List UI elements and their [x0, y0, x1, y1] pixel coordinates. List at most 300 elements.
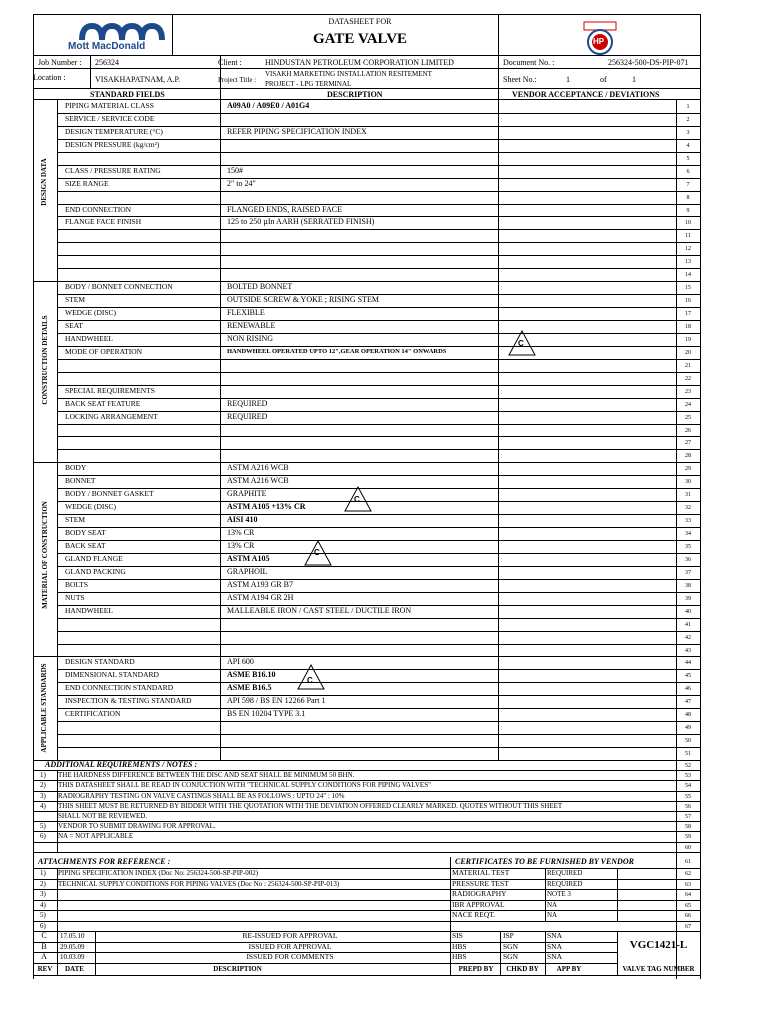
field-label: PIPING MATERIAL CLASS: [65, 101, 154, 110]
field-label: INSPECTION & TESTING STANDARD: [65, 696, 192, 706]
certificate-requirement: NOTE 3: [547, 890, 571, 898]
h-line: [33, 656, 700, 657]
row-number: 1: [686, 104, 690, 110]
job-number-label: Job Number :: [38, 58, 82, 67]
h-line: [57, 618, 700, 619]
field-label: STEM: [65, 515, 86, 525]
certificate-name: RADIOGRAPHY: [452, 889, 507, 898]
field-label: END CONNECTION STANDARD: [65, 683, 174, 693]
row-number: 22: [685, 375, 691, 382]
row-number: 57: [685, 814, 691, 820]
h-line: [57, 229, 700, 230]
rev-checked: SGN: [503, 952, 519, 961]
attachment-index: 2): [40, 879, 46, 888]
client-label: Client :: [218, 58, 242, 67]
revision-marker: C: [518, 339, 524, 348]
row-number: 52: [685, 763, 691, 769]
rev-description: ISSUED FOR COMMENTS: [246, 952, 334, 961]
h-line: [57, 333, 700, 334]
row-number: 45: [685, 673, 691, 680]
h-line: [57, 385, 700, 386]
project-title-label: Project Title :: [218, 76, 257, 84]
field-value: ASTM A105 +13% CR: [227, 502, 306, 512]
row-number: 63: [685, 881, 691, 888]
row-number: 32: [685, 505, 691, 512]
field-value: HANDWHEEL OPERATED UPTO 12",GEAR OPERATION 14" ONWARDS: [227, 347, 447, 355]
row-number: 40: [685, 608, 691, 615]
row-number: 19: [685, 336, 691, 343]
field-value: GRAPHOIL: [227, 566, 268, 576]
row-number: 28: [685, 453, 691, 460]
h-line: [33, 921, 700, 922]
rev-date: 10.03.09: [60, 953, 85, 961]
row-number: 10: [685, 220, 691, 227]
h-line: [57, 488, 700, 489]
rev-checked: ISP: [503, 931, 514, 940]
row-number: 4: [686, 142, 690, 149]
rev-letter: C: [41, 931, 47, 940]
field-label: END CONNECTION: [65, 204, 132, 214]
note-index: 4): [40, 801, 46, 810]
h-line: [57, 398, 700, 399]
row-number: 16: [685, 298, 691, 305]
datasheet-for: DATASHEET FOR: [328, 17, 392, 26]
h-line: [57, 449, 700, 450]
field-value: ASTM A193 GR B7: [227, 579, 294, 589]
row-number: 67: [685, 923, 691, 930]
row-number: 38: [685, 582, 691, 589]
section-construction-details: CONSTRUCTION DETAILS: [41, 315, 49, 405]
sheet-no-label: Sheet No.:: [503, 75, 537, 84]
rev-description: ISSUED FOR APPROVAL: [248, 941, 332, 951]
row-number: 26: [685, 427, 691, 434]
row-number: 12: [685, 246, 691, 253]
rev-date: 29.05.09: [60, 942, 85, 951]
row-number: 66: [685, 913, 691, 919]
row-number: 53: [685, 773, 691, 780]
rev-header-prepd: PREPD BY: [458, 964, 494, 973]
row-number: 35: [685, 544, 691, 550]
note-index: 1): [40, 771, 46, 780]
document-no-label: Document No. :: [503, 58, 555, 67]
note-text: SHALL NOT BE REVIEWED.: [58, 812, 148, 820]
row-number: 7: [686, 181, 690, 188]
field-label: HANDWHEEL: [65, 333, 113, 343]
h-line: [57, 191, 700, 192]
rev-letter: A: [41, 952, 47, 961]
rev-checked: SGN: [503, 941, 519, 951]
field-label: SIZE RANGE: [65, 178, 109, 188]
section-material-of-construction: MATERIAL OF CONSTRUCTION: [41, 501, 49, 609]
attachment-index: 6): [40, 921, 46, 930]
h-line: [57, 424, 700, 425]
row-number: 8: [686, 194, 690, 201]
rev-prepared: HBS: [452, 941, 467, 951]
row-number: 14: [685, 272, 691, 279]
rev-approved: SNA: [547, 952, 563, 961]
v-line: [172, 14, 173, 55]
row-number: 25: [685, 414, 691, 421]
row-number: 17: [685, 311, 691, 318]
h-line: [57, 242, 700, 243]
h-line: [57, 592, 700, 593]
field-value: 2" to 24": [227, 178, 256, 188]
field-label: SEAT: [65, 321, 83, 330]
field-value: GRAPHITE: [227, 489, 267, 499]
v-line: [57, 868, 58, 931]
row-number: 6: [686, 168, 690, 175]
h-line: [57, 126, 700, 127]
notes-title: ADDITIONAL REQUIREMENTS / NOTES :: [45, 760, 198, 769]
sheet-total: 1: [632, 75, 636, 84]
field-label: BACK SEAT FEATURE: [65, 398, 141, 408]
h-line: [33, 462, 700, 463]
h-line: [33, 88, 700, 89]
v-line: [545, 868, 546, 921]
certificate-requirement: NA: [547, 900, 558, 909]
field-value: REQUIRED: [227, 398, 268, 408]
row-number: 21: [685, 362, 691, 369]
h-line: [57, 294, 700, 295]
row-number: 48: [685, 712, 691, 719]
certificates-title: CERTIFICATES TO BE FURNISHED BY VENDOR: [455, 857, 634, 866]
row-number: 61: [685, 859, 691, 865]
rev-description: RE-ISSUED FOR APPROVAL: [242, 931, 338, 940]
field-value: BOLTED BONNET: [227, 282, 293, 292]
row-number: 37: [685, 569, 691, 576]
attachment-text: PIPING SPECIFICATION INDEX (Doc No: 256324-500-SP-PIP-002): [58, 869, 259, 877]
row-number: 51: [685, 751, 691, 758]
row-number: 47: [685, 699, 691, 706]
h-line: [57, 372, 700, 373]
field-value: ASTM A216 WCB: [227, 463, 289, 473]
field-label: BODY: [65, 463, 87, 473]
of-label: of: [600, 75, 607, 84]
field-value: A09A0 / A09E0 / A01G4: [227, 101, 310, 110]
note-text: VENDOR TO SUBMIT DRAWING FOR APPROVAL.: [58, 822, 216, 831]
row-number: 44: [685, 660, 691, 667]
valve-tag-number: VGC1421-L: [629, 939, 688, 951]
field-label: GLAND FLANGE: [65, 553, 123, 563]
note-text: RADIOGRAPHY TESTING ON VALVE CASTINGS SHALL BE AS FOLLOWS : UPTO 24" : 10%: [58, 791, 345, 800]
row-number: 39: [685, 595, 691, 602]
revision-marker: C: [314, 548, 320, 557]
document-no: 256324-500-DS-PIP-071: [608, 58, 689, 67]
h-line: [57, 566, 700, 567]
certificate-requirement: REQUIRED: [547, 879, 583, 888]
row-number: 31: [685, 492, 691, 499]
h-line: [57, 631, 700, 632]
attachment-index: 1): [40, 869, 46, 877]
h-line: [57, 475, 700, 476]
h-line: [57, 501, 700, 502]
row-number: 56: [685, 803, 691, 810]
section-applicable-standards: APPLICABLE STANDARDS: [40, 663, 48, 753]
field-value: BS EN 10204 TYPE 3.1: [227, 709, 306, 719]
location: VISAKHAPATNAM, A.P.: [95, 75, 181, 84]
field-value: 125 to 250 µIn AARH (SERRATED FINISH): [227, 217, 375, 227]
row-number: 50: [685, 738, 691, 745]
row-number: 24: [685, 401, 691, 408]
h-line: [33, 68, 700, 69]
certificate-name: IBR APPROVAL: [452, 899, 505, 909]
row-number: 9: [686, 207, 690, 214]
v-line: [545, 931, 546, 975]
field-label: CERTIFICATION: [65, 709, 121, 719]
revision-marker: C: [307, 676, 313, 685]
h-line: [33, 842, 700, 843]
attachment-index: 3): [40, 890, 46, 898]
h-line: [57, 152, 700, 153]
row-number: 49: [685, 725, 691, 732]
row-number: 41: [685, 621, 691, 628]
certificate-requirement: NA: [547, 911, 558, 919]
field-value: ASTM A105: [227, 553, 270, 563]
row-number: 55: [685, 793, 691, 800]
field-label: BODY / BONNET GASKET: [65, 489, 154, 499]
field-value: FLANGED ENDS, RAISED FACE: [227, 204, 342, 214]
h-line: [33, 900, 700, 901]
note-text: NA = NOT APPLICABLE: [58, 832, 134, 841]
row-number: 62: [685, 871, 691, 877]
row-number: 54: [685, 783, 691, 790]
field-label: BOLTS: [65, 579, 89, 589]
note-index: 2): [40, 781, 46, 790]
rev-header-description: DESCRIPTION: [213, 964, 262, 973]
field-label: HANDWHEEL: [65, 605, 113, 615]
h-line: [33, 852, 700, 853]
field-value: NON RISING: [227, 333, 273, 343]
v-line: [57, 931, 58, 975]
h-line: [57, 721, 700, 722]
h-line: [57, 268, 700, 269]
field-value: ASME B16.5: [227, 683, 272, 693]
row-number: 11: [685, 233, 691, 240]
v-line: [95, 931, 96, 975]
h-line: [57, 139, 700, 140]
h-line: [57, 204, 700, 205]
field-value: MALLEABLE IRON / CAST STEEL / DUCTILE IRON: [227, 605, 412, 615]
h-line: [33, 889, 700, 890]
h-line: [57, 605, 700, 606]
v-line: [33, 14, 34, 979]
certificate-name: PRESSURE TEST: [452, 878, 509, 888]
rev-header-date: DATE: [65, 964, 84, 973]
field-label: STEM: [65, 295, 86, 305]
rev-date: 17.05.10: [60, 932, 85, 940]
h-line: [57, 747, 700, 748]
field-value: RENEWABLE: [227, 321, 276, 330]
col-vendor: VENDOR ACCEPTANCE / DEVIATIONS: [512, 90, 660, 99]
h-line: [57, 436, 700, 437]
h-line: [57, 695, 700, 696]
rev-approved: SNA: [547, 931, 563, 940]
sheet-no: 1: [566, 75, 570, 84]
row-number: 34: [685, 531, 691, 538]
h-line: [33, 14, 700, 15]
field-label: CLASS / PRESSURE RATING: [65, 165, 161, 175]
location-label: Location :: [33, 73, 66, 82]
attachments-title: ATTACHMENTS FOR REFERENCE :: [38, 857, 171, 866]
note-text: THIS DATASHEET SHALL BE READ IN CONJUCTION WITH "TECHNICAL SUPPLY CONDITIONS FOR PIPING VALVES": [58, 781, 431, 790]
project-title-line1: VISAKH MARKETING INSTALLATION RESITEMENT: [265, 70, 432, 78]
field-value: REFER PIPING SPECIFICATION INDEX: [227, 126, 367, 136]
field-label: BACK SEAT: [65, 541, 106, 550]
h-line: [57, 359, 700, 360]
row-number: 65: [685, 902, 691, 909]
field-label: MODE OF OPERATION: [65, 346, 143, 356]
row-number: 23: [685, 388, 691, 395]
v-line: [57, 770, 58, 852]
field-label: WEDGE (DISC): [65, 502, 117, 512]
field-label: GLAND PACKING: [65, 566, 126, 576]
certificate-name: NACE REQT.: [452, 910, 496, 919]
h-line: [33, 931, 700, 932]
field-label: BODY / BONNET CONNECTION: [65, 282, 173, 292]
row-number: 46: [685, 686, 691, 693]
revision-marker: C: [354, 495, 360, 504]
row-number: 64: [685, 892, 691, 898]
row-number: 20: [685, 349, 691, 356]
h-line: [57, 255, 700, 256]
attachment-index: 5): [40, 911, 46, 919]
rev-letter: B: [41, 941, 47, 951]
field-label: DIMENSIONAL STANDARD: [65, 670, 159, 680]
note-index: 6): [40, 832, 46, 841]
field-label: BODY SEAT: [65, 528, 106, 538]
hp-logo-text: HP: [593, 37, 605, 46]
col-description: DESCRIPTION: [327, 90, 383, 99]
hp-logo: [578, 20, 622, 56]
row-number: 27: [685, 440, 691, 447]
row-number: 33: [685, 518, 691, 525]
field-label: DESIGN STANDARD: [65, 657, 135, 667]
v-line: [57, 99, 58, 760]
field-label: DESIGN TEMPERATURE (°C): [65, 126, 163, 136]
note-text: THIS SHEET MUST BE RETURNED BY BIDDER WITH THE QUOTATION WITH THE DEVIATION OFFERED CLEARLY MARKED. QUOTES WITHOUT THIS SHEET: [58, 801, 563, 810]
v-line: [450, 931, 451, 975]
field-value: ASME B16.10: [227, 670, 276, 680]
v-line: [617, 931, 618, 975]
rev-header-rev: REV: [37, 964, 53, 973]
row-number: 2: [686, 116, 690, 123]
field-value: OUTSIDE SCREW & YOKE ; RISING STEM: [227, 295, 380, 305]
h-line: [57, 165, 700, 166]
h-line: [57, 734, 700, 735]
h-line: [57, 178, 700, 179]
field-label: SPECIAL REQUIREMENTS: [65, 385, 155, 395]
row-number: 13: [685, 259, 691, 266]
h-line: [57, 216, 700, 217]
field-value: ASTM A216 WCB: [227, 476, 289, 486]
row-number: 60: [685, 844, 691, 851]
rev-prepared: SIS: [452, 931, 463, 940]
field-value: 13% CR: [227, 541, 255, 550]
h-line: [57, 411, 700, 412]
field-value: 13% CR: [227, 528, 255, 538]
row-number: 59: [685, 834, 691, 841]
section-design-data: DESIGN DATA: [40, 158, 48, 206]
h-line: [57, 708, 700, 709]
h-line: [57, 553, 700, 554]
rev-header-chkd: CHKD BY: [506, 964, 539, 973]
h-line: [57, 346, 700, 347]
h-line: [57, 307, 700, 308]
rev-approved: SNA: [547, 941, 563, 951]
h-line: [33, 99, 700, 100]
row-number: 29: [685, 466, 691, 473]
rev-header-app: APP BY: [556, 964, 582, 973]
company-logo-text: Mott MacDonald: [68, 41, 146, 52]
field-value: ASTM A194 GR 2H: [227, 592, 294, 602]
project-title-line2: PROJECT - LPG TERMINAL: [265, 80, 352, 88]
note-text: THE HARDNESS DIFFERENCE BETWEEN THE DISC AND SEAT SHALL BE MINIMUM 50 BHN.: [58, 771, 355, 780]
h-line: [33, 910, 700, 911]
client-name: HINDUSTAN PETROLEUM CORPORATION LIMITED: [265, 58, 454, 67]
field-value: AISI 410: [227, 515, 258, 525]
row-number: 36: [685, 556, 691, 563]
v-line: [700, 14, 701, 979]
field-label: DESIGN PRESSURE (kg/cm²): [65, 139, 160, 149]
attachment-text: TECHNICAL SUPPLY CONDITIONS FOR PIPING VALVES (Doc No : 256324-500-SP-PIP-013): [58, 879, 340, 888]
attachment-index: 4): [40, 900, 46, 909]
field-label: BONNET: [65, 476, 96, 486]
h-line: [57, 527, 700, 528]
field-value: FLEXIBLE: [227, 308, 265, 318]
certificate-name: MATERIAL TEST: [452, 868, 510, 877]
v-line: [498, 14, 499, 760]
note-index: 3): [40, 791, 46, 800]
h-line: [33, 281, 700, 282]
h-line: [33, 975, 700, 976]
v-line: [450, 857, 451, 931]
h-line: [57, 113, 700, 114]
row-number: 3: [686, 129, 690, 136]
h-line: [57, 540, 700, 541]
rev-prepared: HBS: [452, 952, 467, 961]
v-line: [500, 931, 501, 975]
field-value: REQUIRED: [227, 411, 268, 421]
row-number: 58: [685, 824, 691, 831]
h-line: [57, 644, 700, 645]
h-line: [57, 514, 700, 515]
v-line: [90, 55, 91, 88]
row-number: 42: [685, 634, 691, 641]
row-number: 18: [685, 324, 691, 330]
field-label: LOCKING ARRANGEMENT: [65, 411, 158, 421]
note-index: 5): [40, 822, 46, 831]
v-line: [617, 868, 618, 921]
col-standard-fields: STANDARD FIELDS: [90, 90, 165, 99]
field-value: 150#: [227, 165, 243, 175]
h-line: [57, 320, 700, 321]
field-label: FLANGE FACE FINISH: [65, 217, 142, 227]
row-number: 5: [686, 155, 690, 162]
rev-header-tag: VALVE TAG NUMBER: [622, 964, 695, 973]
field-label: NUTS: [65, 592, 85, 602]
page-title: GATE VALVE: [312, 31, 408, 47]
v-line: [220, 55, 221, 760]
field-label: SERVICE / SERVICE CODE: [65, 113, 155, 123]
field-label: WEDGE (DISC): [65, 308, 117, 318]
row-number: 15: [685, 285, 691, 292]
h-line: [33, 55, 700, 56]
field-value: API 598 / BS EN 12266 Part 1: [227, 696, 326, 706]
h-line: [57, 682, 700, 683]
job-number: 256324: [95, 58, 119, 67]
row-number: 30: [685, 479, 691, 486]
certificate-requirement: REQUIRED: [547, 869, 583, 877]
